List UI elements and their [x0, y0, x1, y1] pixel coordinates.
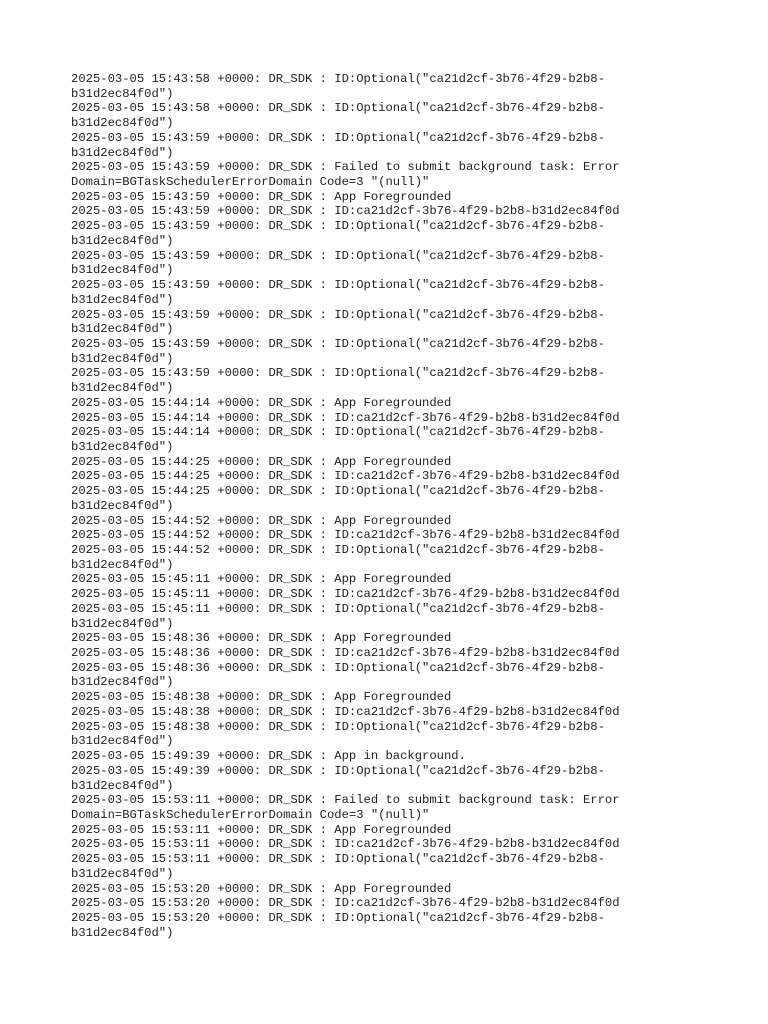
log-line: 2025-03-05 15:43:59 +0000: DR_SDK : ID:Optional("ca21d2cf-3b76-4f29-b2b8-	[71, 307, 605, 322]
log-line: 2025-03-05 15:44:14 +0000: DR_SDK : ID:Optional("ca21d2cf-3b76-4f29-b2b8-	[71, 425, 605, 440]
log-line: b31d2ec84f0d")	[71, 925, 174, 940]
log-line: 2025-03-05 15:53:11 +0000: DR_SDK : ID:Optional("ca21d2cf-3b76-4f29-b2b8-	[71, 852, 605, 867]
log-line: 2025-03-05 15:45:11 +0000: DR_SDK : App Foregrounded	[71, 572, 452, 587]
log-line: 2025-03-05 15:49:39 +0000: DR_SDK : App in background.	[71, 749, 466, 764]
log-line: 2025-03-05 15:48:36 +0000: DR_SDK : ID:ca21d2cf-3b76-4f29-b2b8-b31d2ec84f0d	[71, 646, 620, 661]
log-line: 2025-03-05 15:43:58 +0000: DR_SDK : ID:Optional("ca21d2cf-3b76-4f29-b2b8-	[71, 101, 605, 116]
log-line: b31d2ec84f0d")	[71, 322, 174, 337]
log-line: b31d2ec84f0d")	[71, 498, 174, 513]
log-line: 2025-03-05 15:43:58 +0000: DR_SDK : ID:Optional("ca21d2cf-3b76-4f29-b2b8-	[71, 72, 605, 86]
log-text-block	[71, 72, 711, 940]
log-line: b31d2ec84f0d")	[71, 381, 174, 396]
log-line: 2025-03-05 15:49:39 +0000: DR_SDK : ID:Optional("ca21d2cf-3b76-4f29-b2b8-	[71, 763, 605, 778]
log-line: 2025-03-05 15:53:11 +0000: DR_SDK : Failed to submit background task: Error	[71, 793, 620, 808]
log-line: b31d2ec84f0d")	[71, 233, 174, 248]
log-line: b31d2ec84f0d")	[71, 439, 174, 454]
log-line: 2025-03-05 15:48:36 +0000: DR_SDK : ID:Optional("ca21d2cf-3b76-4f29-b2b8-	[71, 660, 605, 675]
log-line: 2025-03-05 15:45:11 +0000: DR_SDK : ID:ca21d2cf-3b76-4f29-b2b8-b31d2ec84f0d	[71, 587, 620, 602]
log-line: b31d2ec84f0d")	[71, 145, 174, 160]
log-line: 2025-03-05 15:44:25 +0000: DR_SDK : ID:ca21d2cf-3b76-4f29-b2b8-b31d2ec84f0d	[71, 469, 620, 484]
log-line: 2025-03-05 15:43:59 +0000: DR_SDK : Failed to submit background task: Error	[71, 160, 620, 175]
log-line: 2025-03-05 15:44:52 +0000: DR_SDK : ID:Optional("ca21d2cf-3b76-4f29-b2b8-	[71, 543, 605, 557]
log-line: 2025-03-05 15:44:25 +0000: DR_SDK : ID:Optional("ca21d2cf-3b76-4f29-b2b8-	[71, 484, 605, 499]
log-line: Domain=BGTaskSchedulerErrorDomain Code=3 "(null)"	[71, 175, 430, 190]
log-line: 2025-03-05 15:44:14 +0000: DR_SDK : ID:ca21d2cf-3b76-4f29-b2b8-b31d2ec84f0d	[71, 410, 620, 425]
log-line: 2025-03-05 15:43:59 +0000: DR_SDK : ID:Optional("ca21d2cf-3b76-4f29-b2b8-	[71, 366, 605, 381]
log-line: Domain=BGTaskSchedulerErrorDomain Code=3 "(null)"	[71, 807, 430, 822]
log-line: 2025-03-05 15:45:11 +0000: DR_SDK : ID:Optional("ca21d2cf-3b76-4f29-b2b8-	[71, 601, 605, 616]
log-line: b31d2ec84f0d")	[71, 616, 174, 631]
log-line: 2025-03-05 15:48:38 +0000: DR_SDK : ID:Optional("ca21d2cf-3b76-4f29-b2b8-	[71, 719, 605, 734]
log-line: b31d2ec84f0d")	[71, 866, 174, 881]
log-line: b31d2ec84f0d")	[71, 86, 174, 101]
log-line: b31d2ec84f0d")	[71, 778, 174, 793]
log-line: 2025-03-05 15:48:38 +0000: DR_SDK : App Foregrounded	[71, 690, 452, 705]
log-line: b31d2ec84f0d")	[71, 116, 174, 131]
log-line: b31d2ec84f0d")	[71, 675, 174, 690]
log-line: 2025-03-05 15:44:52 +0000: DR_SDK : App Foregrounded	[71, 513, 452, 528]
log-line: 2025-03-05 15:43:59 +0000: DR_SDK : ID:Optional("ca21d2cf-3b76-4f29-b2b8-	[71, 130, 605, 145]
log-line: 2025-03-05 15:43:59 +0000: DR_SDK : ID:Optional("ca21d2cf-3b76-4f29-b2b8-	[71, 336, 605, 351]
log-line: 2025-03-05 15:43:59 +0000: DR_SDK : App Foregrounded	[71, 189, 452, 204]
log-line: b31d2ec84f0d")	[71, 263, 174, 278]
log-line: 2025-03-05 15:53:20 +0000: DR_SDK : ID:ca21d2cf-3b76-4f29-b2b8-b31d2ec84f0d	[71, 896, 620, 911]
log-line: 2025-03-05 15:43:59 +0000: DR_SDK : ID:Optional("ca21d2cf-3b76-4f29-b2b8-	[71, 278, 605, 293]
log-line: 2025-03-05 15:53:11 +0000: DR_SDK : ID:ca21d2cf-3b76-4f29-b2b8-b31d2ec84f0d	[71, 837, 620, 852]
log-line: b31d2ec84f0d")	[71, 557, 174, 572]
log-line: 2025-03-05 15:53:20 +0000: DR_SDK : ID:Optional("ca21d2cf-3b76-4f29-b2b8-	[71, 910, 605, 925]
log-line: b31d2ec84f0d")	[71, 292, 174, 307]
log-line: 2025-03-05 15:43:59 +0000: DR_SDK : ID:ca21d2cf-3b76-4f29-b2b8-b31d2ec84f0d	[71, 204, 620, 219]
log-line: 2025-03-05 15:48:38 +0000: DR_SDK : ID:ca21d2cf-3b76-4f29-b2b8-b31d2ec84f0d	[71, 704, 620, 719]
log-line: b31d2ec84f0d")	[71, 351, 174, 366]
log-line: 2025-03-05 15:44:25 +0000: DR_SDK : App Foregrounded	[71, 454, 452, 469]
log-line: 2025-03-05 15:43:59 +0000: DR_SDK : ID:Optional("ca21d2cf-3b76-4f29-b2b8-	[71, 219, 605, 234]
log-line: b31d2ec84f0d")	[71, 734, 174, 749]
log-line: 2025-03-05 15:53:20 +0000: DR_SDK : App Foregrounded	[71, 881, 452, 896]
log-line: 2025-03-05 15:48:36 +0000: DR_SDK : App Foregrounded	[71, 631, 452, 646]
log-line: 2025-03-05 15:44:52 +0000: DR_SDK : ID:ca21d2cf-3b76-4f29-b2b8-b31d2ec84f0d	[71, 528, 620, 543]
log-line: 2025-03-05 15:44:14 +0000: DR_SDK : App Foregrounded	[71, 395, 452, 410]
log-line: 2025-03-05 15:53:11 +0000: DR_SDK : App Foregrounded	[71, 822, 452, 837]
log-line: 2025-03-05 15:43:59 +0000: DR_SDK : ID:Optional("ca21d2cf-3b76-4f29-b2b8-	[71, 248, 605, 263]
